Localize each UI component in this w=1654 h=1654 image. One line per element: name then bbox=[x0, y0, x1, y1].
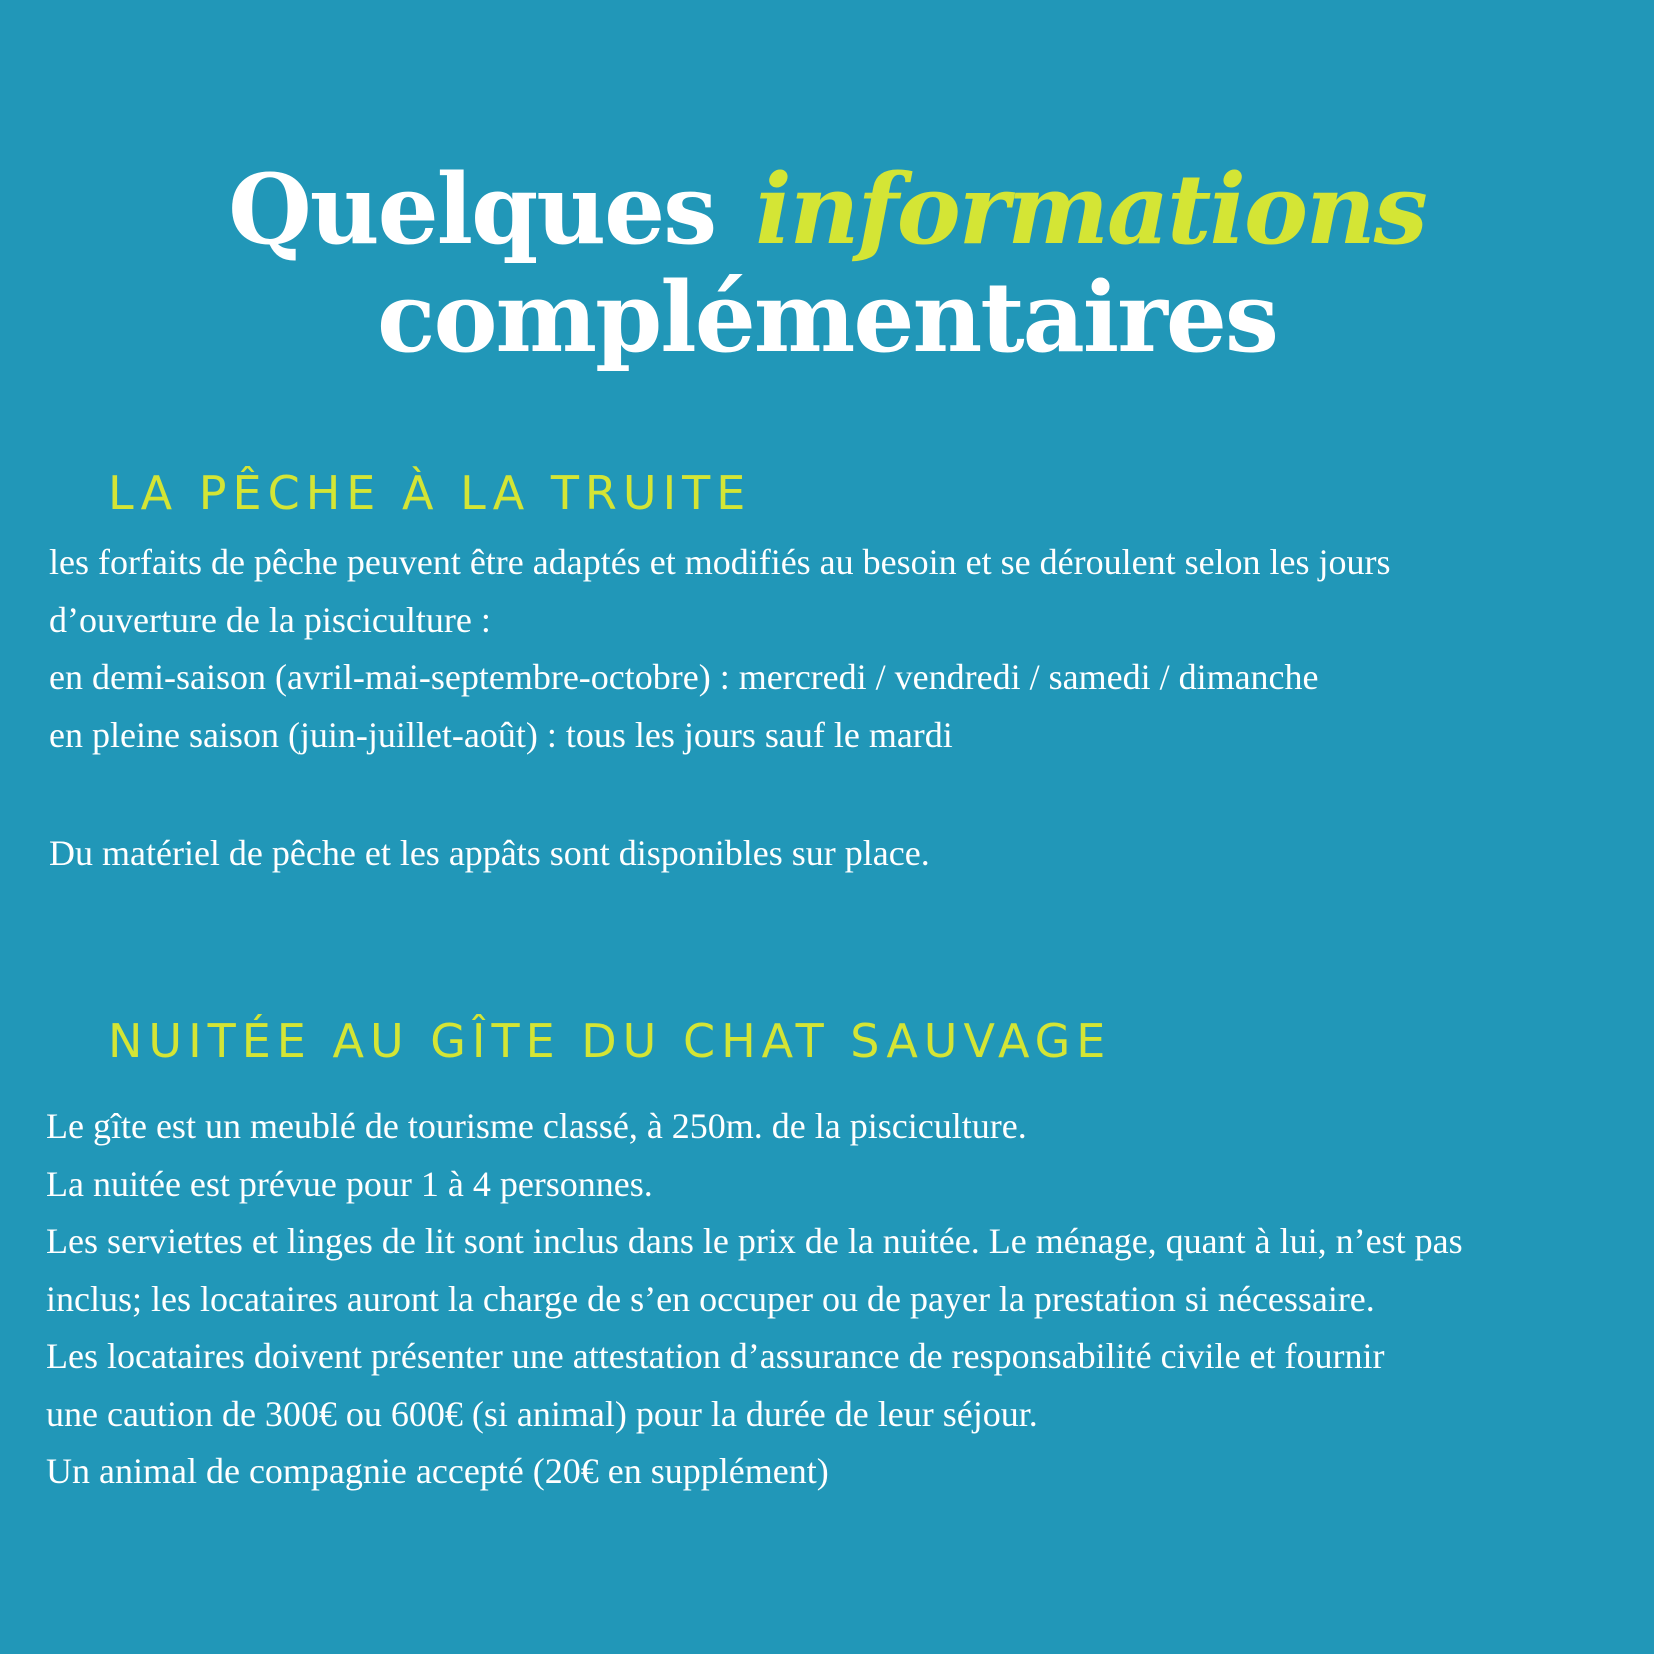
peche-line: en pleine saison (juin-juillet-août) : tous les jours sauf le mardi bbox=[49, 714, 953, 755]
gite-line: inclus; les locataires auront la charge de s’en occuper ou de payer la prestation si nécessaire. bbox=[46, 1278, 1375, 1319]
gite-line: Le gîte est un meublé de tourisme classé, à 250m. de la pisciculture. bbox=[46, 1106, 1027, 1146]
peche-paragraph bbox=[49, 534, 1391, 764]
section-heading-peche: LA PÊCHE À LA TRUITE bbox=[108, 466, 752, 521]
peche-line: en demi-saison (avril-mai-septembre-octobre) : mercredi / vendredi / samedi / dimanche bbox=[49, 657, 1319, 697]
page-title bbox=[0, 153, 1654, 375]
gite-line: Un animal de compagnie accepté (20€ en supplément) bbox=[46, 1451, 829, 1491]
peche-line: d’ouverture de la pisciculture : bbox=[49, 599, 491, 640]
title-line-1 bbox=[0, 153, 1654, 267]
gite-line: Les serviettes et linges de lit sont inclus dans le prix de la nuitée. Le ménage, quant à lui, n’est pas bbox=[46, 1221, 1463, 1261]
gite-line: une caution de 300€ ou 600€ (si animal) pour la durée de leur séjour. bbox=[46, 1393, 1038, 1434]
title-line-2: complémentaires bbox=[377, 261, 1277, 375]
title-word: Quelques bbox=[228, 153, 716, 267]
gite-paragraph bbox=[46, 1098, 1463, 1501]
peche-note-line: Du matériel de pêche et les appâts sont disponibles sur place. bbox=[49, 833, 930, 873]
title-accent-word: informations bbox=[755, 153, 1426, 267]
gite-line: Les locataires doivent présenter une attestation d’assurance de responsabilité civile et fournir bbox=[46, 1336, 1385, 1376]
section-heading-gite: NUITÉE AU GÎTE DU CHAT SAUVAGE bbox=[108, 1014, 1112, 1069]
peche-line: les forfaits de pêche peuvent être adaptés et modifiés au besoin et se déroulent selon les jours bbox=[49, 542, 1391, 582]
gite-line: La nuitée est prévue pour 1 à 4 personnes. bbox=[46, 1163, 653, 1204]
peche-note bbox=[49, 825, 930, 883]
